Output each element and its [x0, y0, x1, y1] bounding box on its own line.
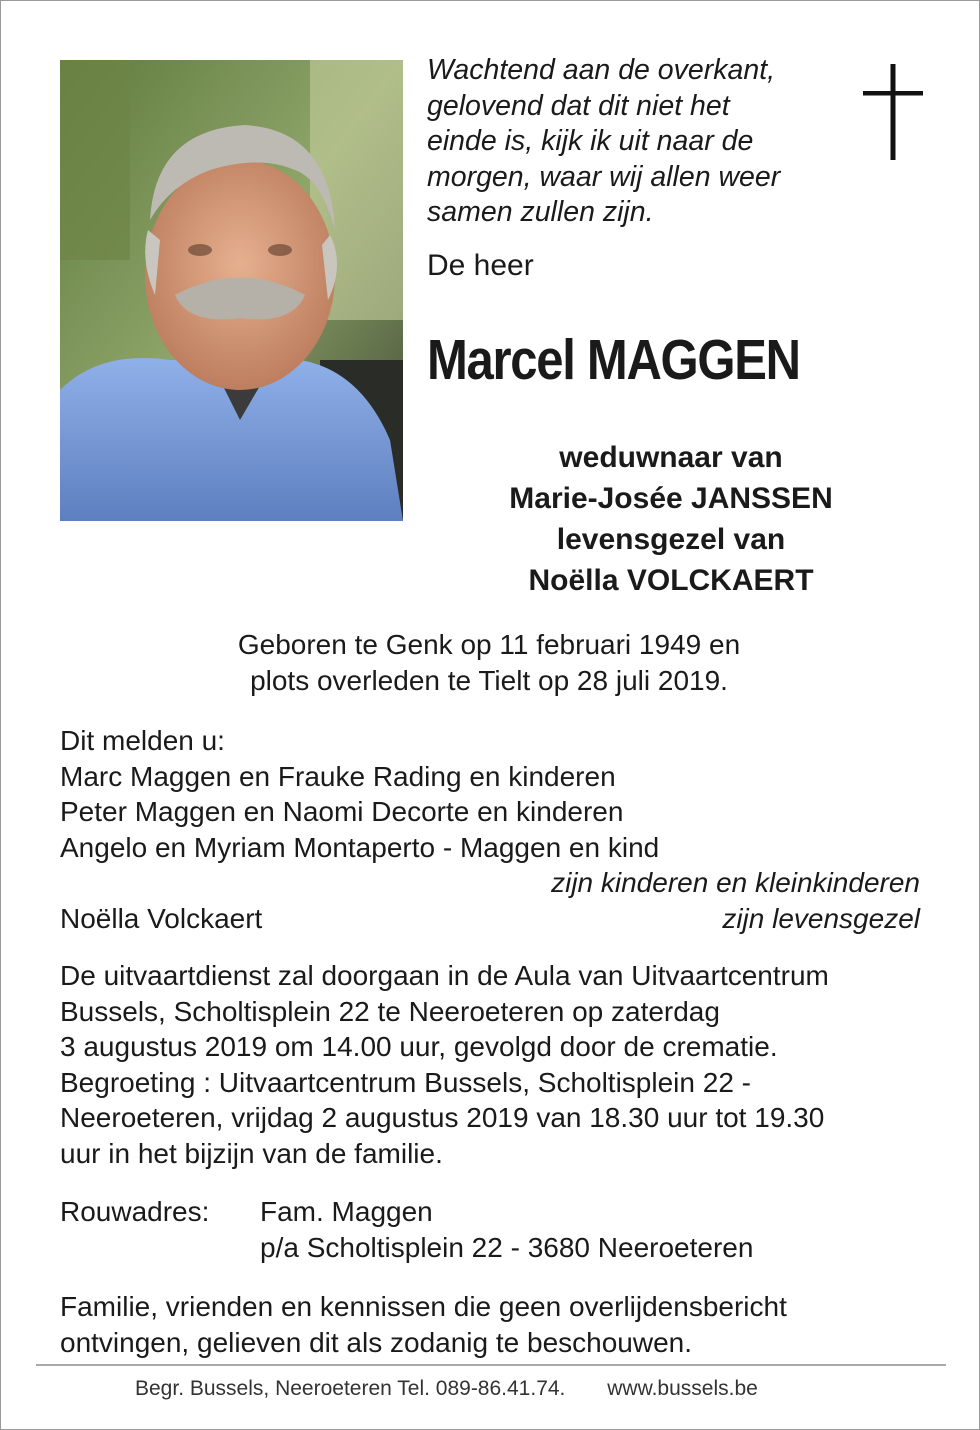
- notice-line: ontvingen, gelieven dit als zodanig te beschouwen.: [60, 1326, 692, 1358]
- partner-role: zijn levensgezel: [722, 902, 920, 934]
- notice: [60, 1289, 787, 1360]
- partner-row: [60, 901, 920, 937]
- address-row: [60, 1230, 753, 1266]
- relation-line: Marie-Josée JANSSEN: [509, 482, 833, 515]
- birth-death-info: [131, 627, 847, 699]
- birth-line: Geboren te Genk op 11 februari 1949 en: [237, 629, 741, 660]
- poem-line: gelovend dat dit niet het: [427, 89, 730, 122]
- portrait-illustration: [60, 60, 403, 521]
- funeral-line: De uitvaartdienst zal doorgaan in de Aula van Uitvaartcentrum: [60, 960, 829, 991]
- funeral-line: Neeroeteren, vrijdag 2 augustus 2019 van 18.30 uur tot 19.30: [60, 1102, 825, 1133]
- address-spacer: [60, 1230, 260, 1266]
- family-member: Marc Maggen en Frauke Rading en kinderen: [60, 760, 616, 792]
- relation-line: Noëlla VOLCKAERT: [528, 564, 814, 597]
- address-line: p/a Scholtisplein 22 - 3680 Neeroeteren: [260, 1231, 754, 1263]
- footer: [135, 1377, 758, 1401]
- funeral-home-info: Begr. Bussels, Neeroeteren Tel. 089-86.41.74.: [135, 1377, 566, 1400]
- relation-line: weduwnaar van: [559, 441, 783, 474]
- deceased-name: Marcel MAGGEN: [427, 328, 800, 392]
- announcement-intro: Dit melden u:: [60, 725, 225, 756]
- poem-line: Wachtend aan de overkant,: [427, 54, 776, 86]
- death-line: plots overleden te Tielt op 28 juli 2019.: [250, 665, 728, 696]
- funeral-line: Begroeting : Uitvaartcentrum Bussels, Scholtisplein 22 -: [60, 1066, 751, 1098]
- poem-line: samen zullen zijn.: [427, 196, 654, 228]
- mourning-address: [60, 1194, 753, 1265]
- funeral-line: 3 augustus 2019 om 14.00 uur, gevolgd door de crematie.: [60, 1031, 778, 1062]
- funeral-line: uur in het bijzijn van de familie.: [60, 1137, 443, 1169]
- footer-divider: [36, 1364, 946, 1366]
- latin-cross-icon: [863, 64, 923, 160]
- poem-line: einde is, kijk ik uit naar de: [427, 125, 754, 157]
- children-role: zijn kinderen en kleinkinderen: [551, 867, 920, 898]
- funeral-details: [60, 958, 930, 1171]
- announcement: [60, 723, 920, 936]
- funeral-line: Bussels, Scholtisplein 22 te Neeroeteren op zaterdag: [60, 995, 720, 1027]
- family-member: Angelo en Myriam Montaperto - Maggen en kind: [60, 831, 660, 863]
- address-label: Rouwadres:: [60, 1196, 210, 1227]
- portrait-photo: [60, 60, 403, 521]
- poem-line: morgen, waar wij allen weer: [427, 160, 781, 193]
- notice-line: Familie, vrienden en kennissen die geen overlijdensbericht: [60, 1291, 787, 1322]
- family-member: Peter Maggen en Naomi Decorte en kinderen: [60, 796, 624, 827]
- website-link[interactable]: www.bussels.be: [607, 1377, 758, 1400]
- poem: [427, 53, 847, 231]
- partner-name: Noëlla Volckaert: [60, 902, 263, 934]
- address-line: Fam. Maggen: [260, 1196, 433, 1227]
- relations: [431, 437, 911, 601]
- address-row: [60, 1194, 753, 1230]
- title-prefix: De heer: [427, 249, 534, 282]
- relation-line: levensgezel van: [556, 523, 786, 556]
